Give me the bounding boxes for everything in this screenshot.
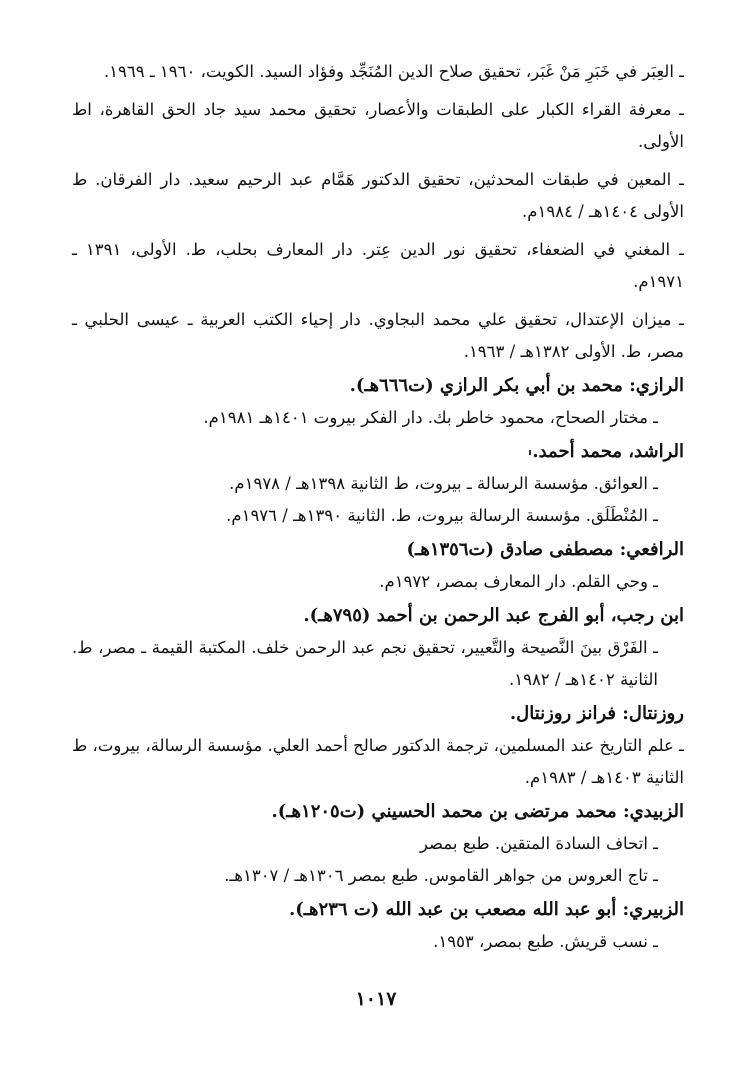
bibliography-entry: ـ المغني في الضعفاء، تحقيق نور الدين عِتر. دار المعارف بحلب، ط. الأولى، ١٣٩١ ـ ١٩٧١م. xyxy=(72,240,684,291)
bibliography-entry: ـ اتحاف السادة المتقين. طبع بمصر xyxy=(419,834,658,853)
bibliography-entry: ـ معرفة القراء الكبار على الطبقات والأعصار، تحقيق محمد سيد جاد الحق القاهرة، اط الأولى. xyxy=(72,100,684,151)
author-heading: الزبيدي: محمد مرتضى بن محمد الحسيني (ت١٢٠٥هـ). xyxy=(271,801,684,822)
bibliography-entry: ـ مختار الصحاح، محمود خاطر بك. دار الفكر بيروت ١٤٠١هـ ١٩٨١م. xyxy=(203,408,658,427)
author-heading: الرازي: محمد بن أبي بكر الرازي (ت٦٦٦هـ). xyxy=(349,375,684,396)
bibliography-entry: ـ ميزان الإعتدال، تحقيق علي محمد البجاوي. دار إحياء الكتب العربية ـ عيسى الحلبي ـ مصر، ط. الأولى ١٣٨٢هـ / ١٩٦٣. xyxy=(72,310,684,361)
author-heading: الزبيري: أبو عبد الله مصعب بن عبد الله (ت ٢٣٦هـ). xyxy=(288,899,684,920)
author-heading: الرافعي: مصطفى صادق (ت١٣٥٦هـ) xyxy=(406,539,684,560)
bibliography-entry: ـ نسب قريش. طبع بمصر، ١٩٥٣. xyxy=(433,932,658,951)
bibliography-entry: ـ الفَرْق بينَ النَّصيحة والتَّعيير، تحقيق نجم عبد الرحمن خلف. المكتبة القيمة ـ مصر، ط. الثانية ١٤٠٢هـ / ١٩٨٢. xyxy=(72,638,658,689)
author-heading: ابن رجب، أبو الفرج عبد الرحمن بن أحمد (٧٩٥هـ). xyxy=(303,605,684,626)
bibliography-entry: ـ تاج العروس من جواهر القاموس. طبع بمصر ١٣٠٦هـ / ١٣٠٧هـ. xyxy=(224,866,658,885)
ink-speck xyxy=(529,450,531,455)
bibliography-page xyxy=(72,56,684,958)
author-heading: الراشد، محمد أحمد. xyxy=(532,441,684,462)
page-number: ١٠١٧ xyxy=(355,988,397,1010)
author-heading: روزنتال: فرانز روزنتال. xyxy=(509,703,684,724)
bibliography-entry: ـ العِبَر في خَبَرِ مَنْ غَبَر، تحقيق صلاح الدين المُنَجِّد وفؤاد السيد. الكويت، ١٩٦٠ ـ ١٩٦٩. xyxy=(103,62,684,81)
bibliography-entry: ـ وحي القلم. دار المعارف بمصر، ١٩٧٢م. xyxy=(379,572,658,591)
bibliography-entry: ـ العوائق. مؤسسة الرسالة ـ بيروت، ط الثانية ١٣٩٨هـ / ١٩٧٨م. xyxy=(229,474,658,493)
bibliography-entry: ـ المُنْطَلَق. مؤسسة الرسالة بيروت، ط. الثانية ١٣٩٠هـ / ١٩٧٦م. xyxy=(226,506,658,525)
bibliography-entry: ـ علم التاريخ عند المسلمين، ترجمة الدكتور صالح أحمد العلي. مؤسسة الرسالة، بيروت، ط الثانية ١٤٠٣هـ / ١٩٨٣م. xyxy=(72,736,684,787)
bibliography-entry: ـ المعين في طبقات المحدثين، تحقيق الدكتور هَمَّام عبد الرحيم سعيد. دار الفرقان. ط الأولى ١٤٠٤هـ / ١٩٨٤م. xyxy=(72,170,684,221)
